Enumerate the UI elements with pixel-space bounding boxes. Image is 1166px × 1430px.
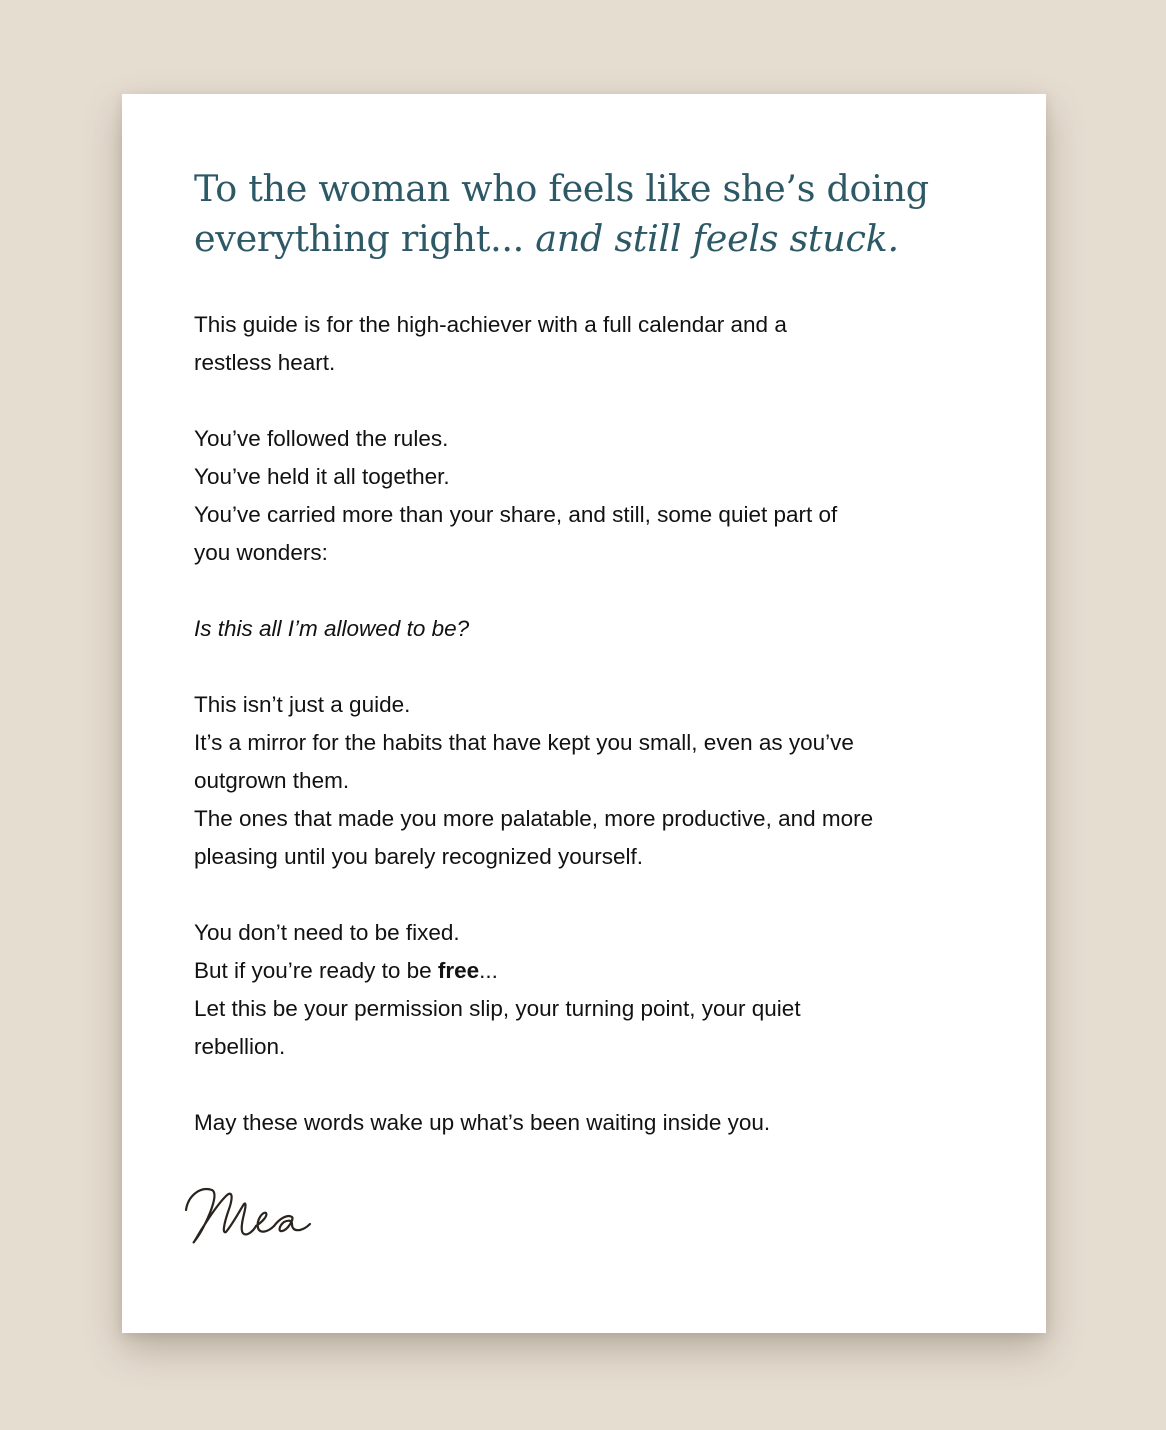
paragraph-gap: [194, 876, 984, 914]
palatable-line-1: The ones that made you more palatable, more productive, and more: [194, 806, 874, 831]
letter-content: [194, 164, 984, 1142]
paragraph-gap: [194, 648, 984, 686]
letter-page: [122, 94, 1046, 1333]
signature-mea: [182, 1176, 318, 1258]
not-just-guide-line: This isn’t just a guide.: [194, 692, 411, 717]
headline: [194, 164, 984, 264]
mirror-line-1: It’s a mirror for the habits that have kept you small, even as you’ve: [194, 730, 854, 755]
question-line: Is this all I’m allowed to be?: [194, 616, 470, 641]
paragraph-gap: [194, 572, 984, 610]
rules-line: You’ve followed the rules.: [194, 426, 449, 451]
headline-line-2: everything right...: [194, 217, 536, 260]
permission-line-2: rebellion.: [194, 1034, 286, 1059]
not-fixed-line: You don’t need to be fixed.: [194, 920, 460, 945]
carried-more-line-2: you wonders:: [194, 540, 328, 565]
paragraph-gap: [194, 1066, 984, 1104]
permission-line-1: Let this be your permission slip, your turning point, your quiet: [194, 996, 801, 1021]
letter-body: [194, 306, 984, 1142]
headline-italic-phrase: and still feels stuck.: [535, 217, 899, 260]
ready-free-line: [194, 952, 984, 990]
intro-line-1: This guide is for the high-achiever with a full calendar and a: [194, 312, 787, 337]
held-together-line: You’ve held it all together.: [194, 464, 450, 489]
mirror-line-2: outgrown them.: [194, 768, 350, 793]
paragraph-gap: [194, 382, 984, 420]
signature-mea-drawing: [182, 1176, 318, 1258]
intro-line-2: restless heart.: [194, 350, 336, 375]
ready-free-suffix: ...: [479, 958, 498, 983]
ready-free-prefix: But if you’re ready to be: [194, 958, 438, 983]
free-emphasis: free: [437, 958, 480, 983]
closing-line: May these words wake up what’s been waiting inside you.: [194, 1110, 771, 1135]
headline-line-1: To the woman who feels like she’s doing: [194, 167, 929, 210]
palatable-line-2: pleasing until you barely recognized yourself.: [194, 844, 644, 869]
carried-more-line-1: You’ve carried more than your share, and still, some quiet part of: [194, 502, 838, 527]
